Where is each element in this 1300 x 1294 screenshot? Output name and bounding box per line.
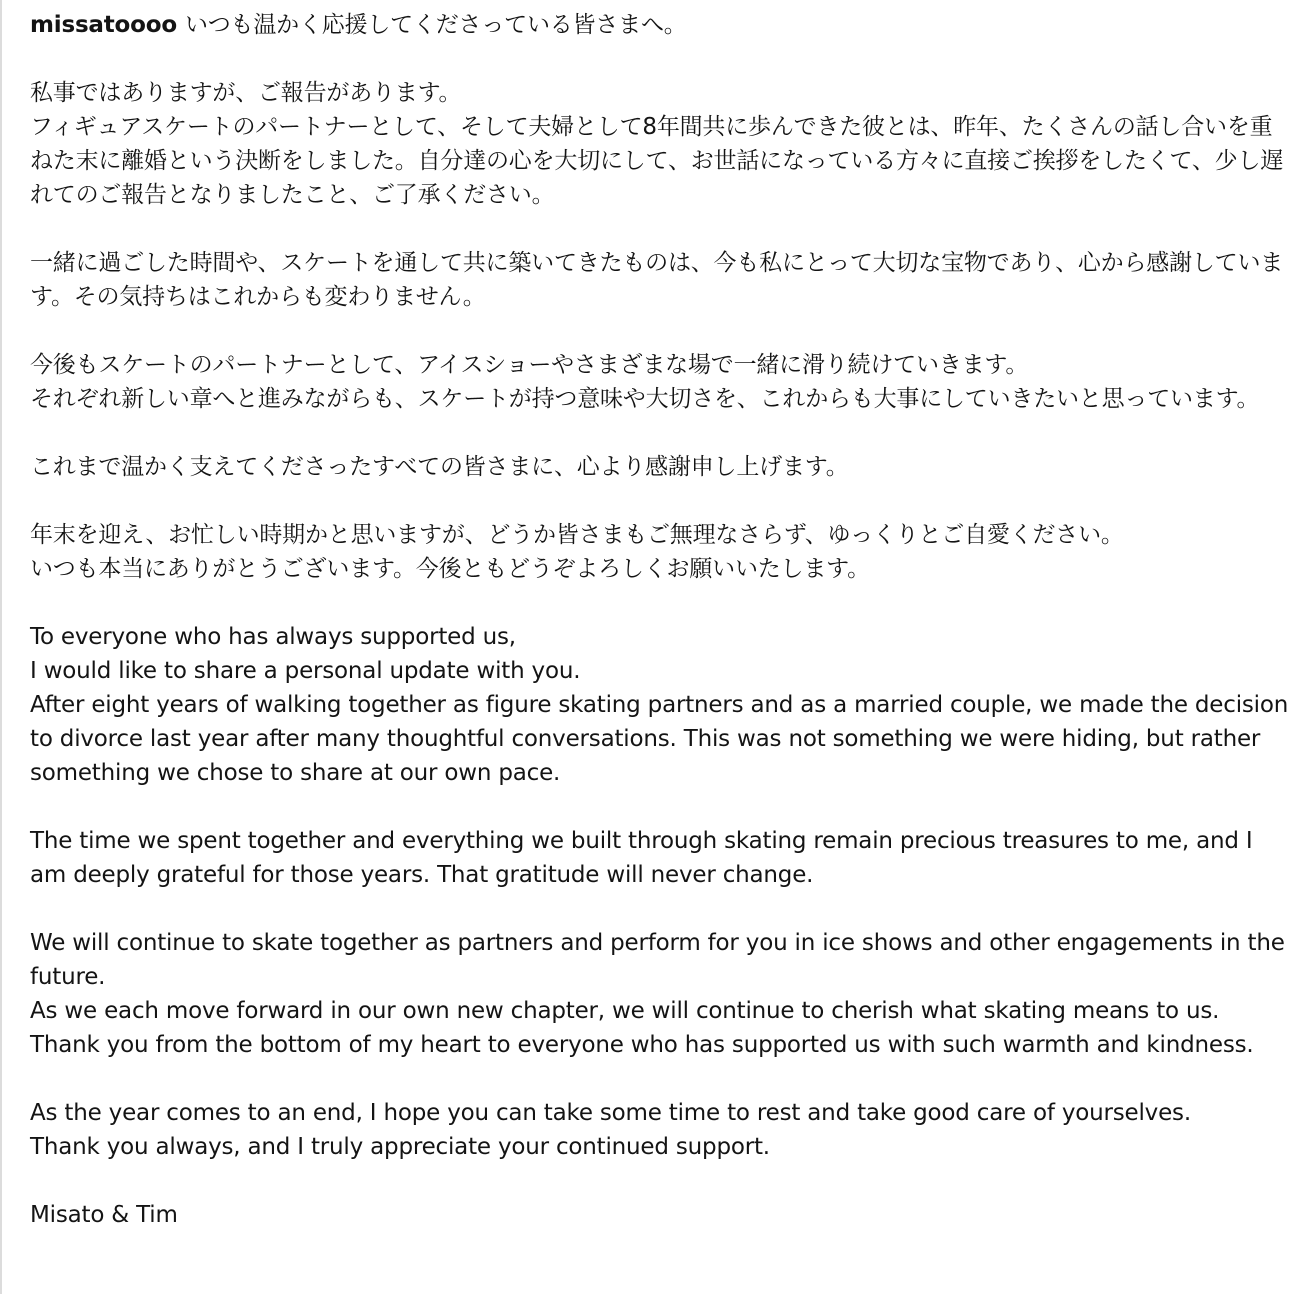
- caption-line: We will continue to skate together as partners and perform for you in ice shows and other engagements in the future.: [30, 930, 1285, 990]
- caption-line: 私事ではありますが、ご報告があります。: [30, 80, 462, 106]
- username-link[interactable]: missatoooo: [30, 12, 177, 38]
- jp-paragraph-5: [30, 518, 1290, 586]
- caption-line: これまで温かく支えてくださったすべての皆さまに、心より感謝申し上げます。: [30, 454, 849, 480]
- caption-line: Thank you from the bottom of my heart to everyone who has supported us with such warmth and kindness.: [30, 1032, 1254, 1058]
- caption-line: いつも本当にありがとうございます。今後ともどうぞよろしくお願いいたします。: [30, 556, 870, 582]
- caption-line: Thank you always, and I truly appreciate your continued support.: [30, 1134, 770, 1160]
- signature: [30, 1198, 1290, 1232]
- jp-paragraph-1: [30, 76, 1290, 212]
- signature-line: Misato & Tim: [30, 1202, 178, 1228]
- en-paragraph-2: [30, 824, 1290, 892]
- caption-line: フィギュアスケートのパートナーとして、そして夫婦として8年間共に歩んできた彼とは、昨年、たくさんの話し合いを重ねた末に離婚という決断をしました。自分達の心を大切にして、お世話になっている方々に直接ご挨拶をしたくて、少し遅れてのご報告となりましたこと、ご了承ください。: [30, 114, 1284, 208]
- caption-header: [30, 8, 1290, 42]
- jp-paragraph-4: [30, 450, 1290, 484]
- greeting-line: いつも温かく応援してくださっている皆さまへ。: [184, 12, 687, 38]
- caption-line: As the year comes to an end, I hope you can take some time to rest and take good care of yourselves.: [30, 1100, 1191, 1126]
- caption-line: To everyone who has always supported us,: [30, 624, 516, 650]
- caption-line: I would like to share a personal update with you.: [30, 658, 581, 684]
- caption-line: 一緒に過ごした時間や、スケートを通して共に築いてきたものは、今も私にとって大切な宝物であり、心から感謝しています。その気持ちはこれからも変わりません。: [30, 250, 1284, 310]
- en-paragraph-4: [30, 1096, 1290, 1164]
- caption-line: After eight years of walking together as figure skating partners and as a married couple, we made the decision to divorce last year after many thoughtful conversations. This was not something we were hiding, but rather something we chose to share at our own pace.: [30, 692, 1289, 786]
- en-paragraph-3: [30, 926, 1290, 1062]
- jp-paragraph-2: [30, 246, 1290, 314]
- left-border: [0, 0, 2, 1294]
- en-paragraph-1: [30, 620, 1290, 790]
- caption-line: それぞれ新しい章へと進みながらも、スケートが持つ意味や大切さを、これからも大事にしていきたいと思っています。: [30, 386, 1260, 412]
- caption-line: The time we spent together and everything we built through skating remain precious treasures to me, and I am deeply grateful for those years. That gratitude will never change.: [30, 828, 1253, 888]
- jp-paragraph-3: [30, 348, 1290, 416]
- caption-line: As we each move forward in our own new chapter, we will continue to cherish what skating means to us.: [30, 998, 1220, 1024]
- caption-line: 年末を迎え、お忙しい時期かと思いますが、どうか皆さまもご無理なさらず、ゆっくりとご自愛ください。: [30, 522, 1124, 548]
- post-caption: [30, 8, 1290, 1232]
- caption-line: 今後もスケートのパートナーとして、アイスショーやさまざまな場で一緒に滑り続けていきます。: [30, 352, 1029, 378]
